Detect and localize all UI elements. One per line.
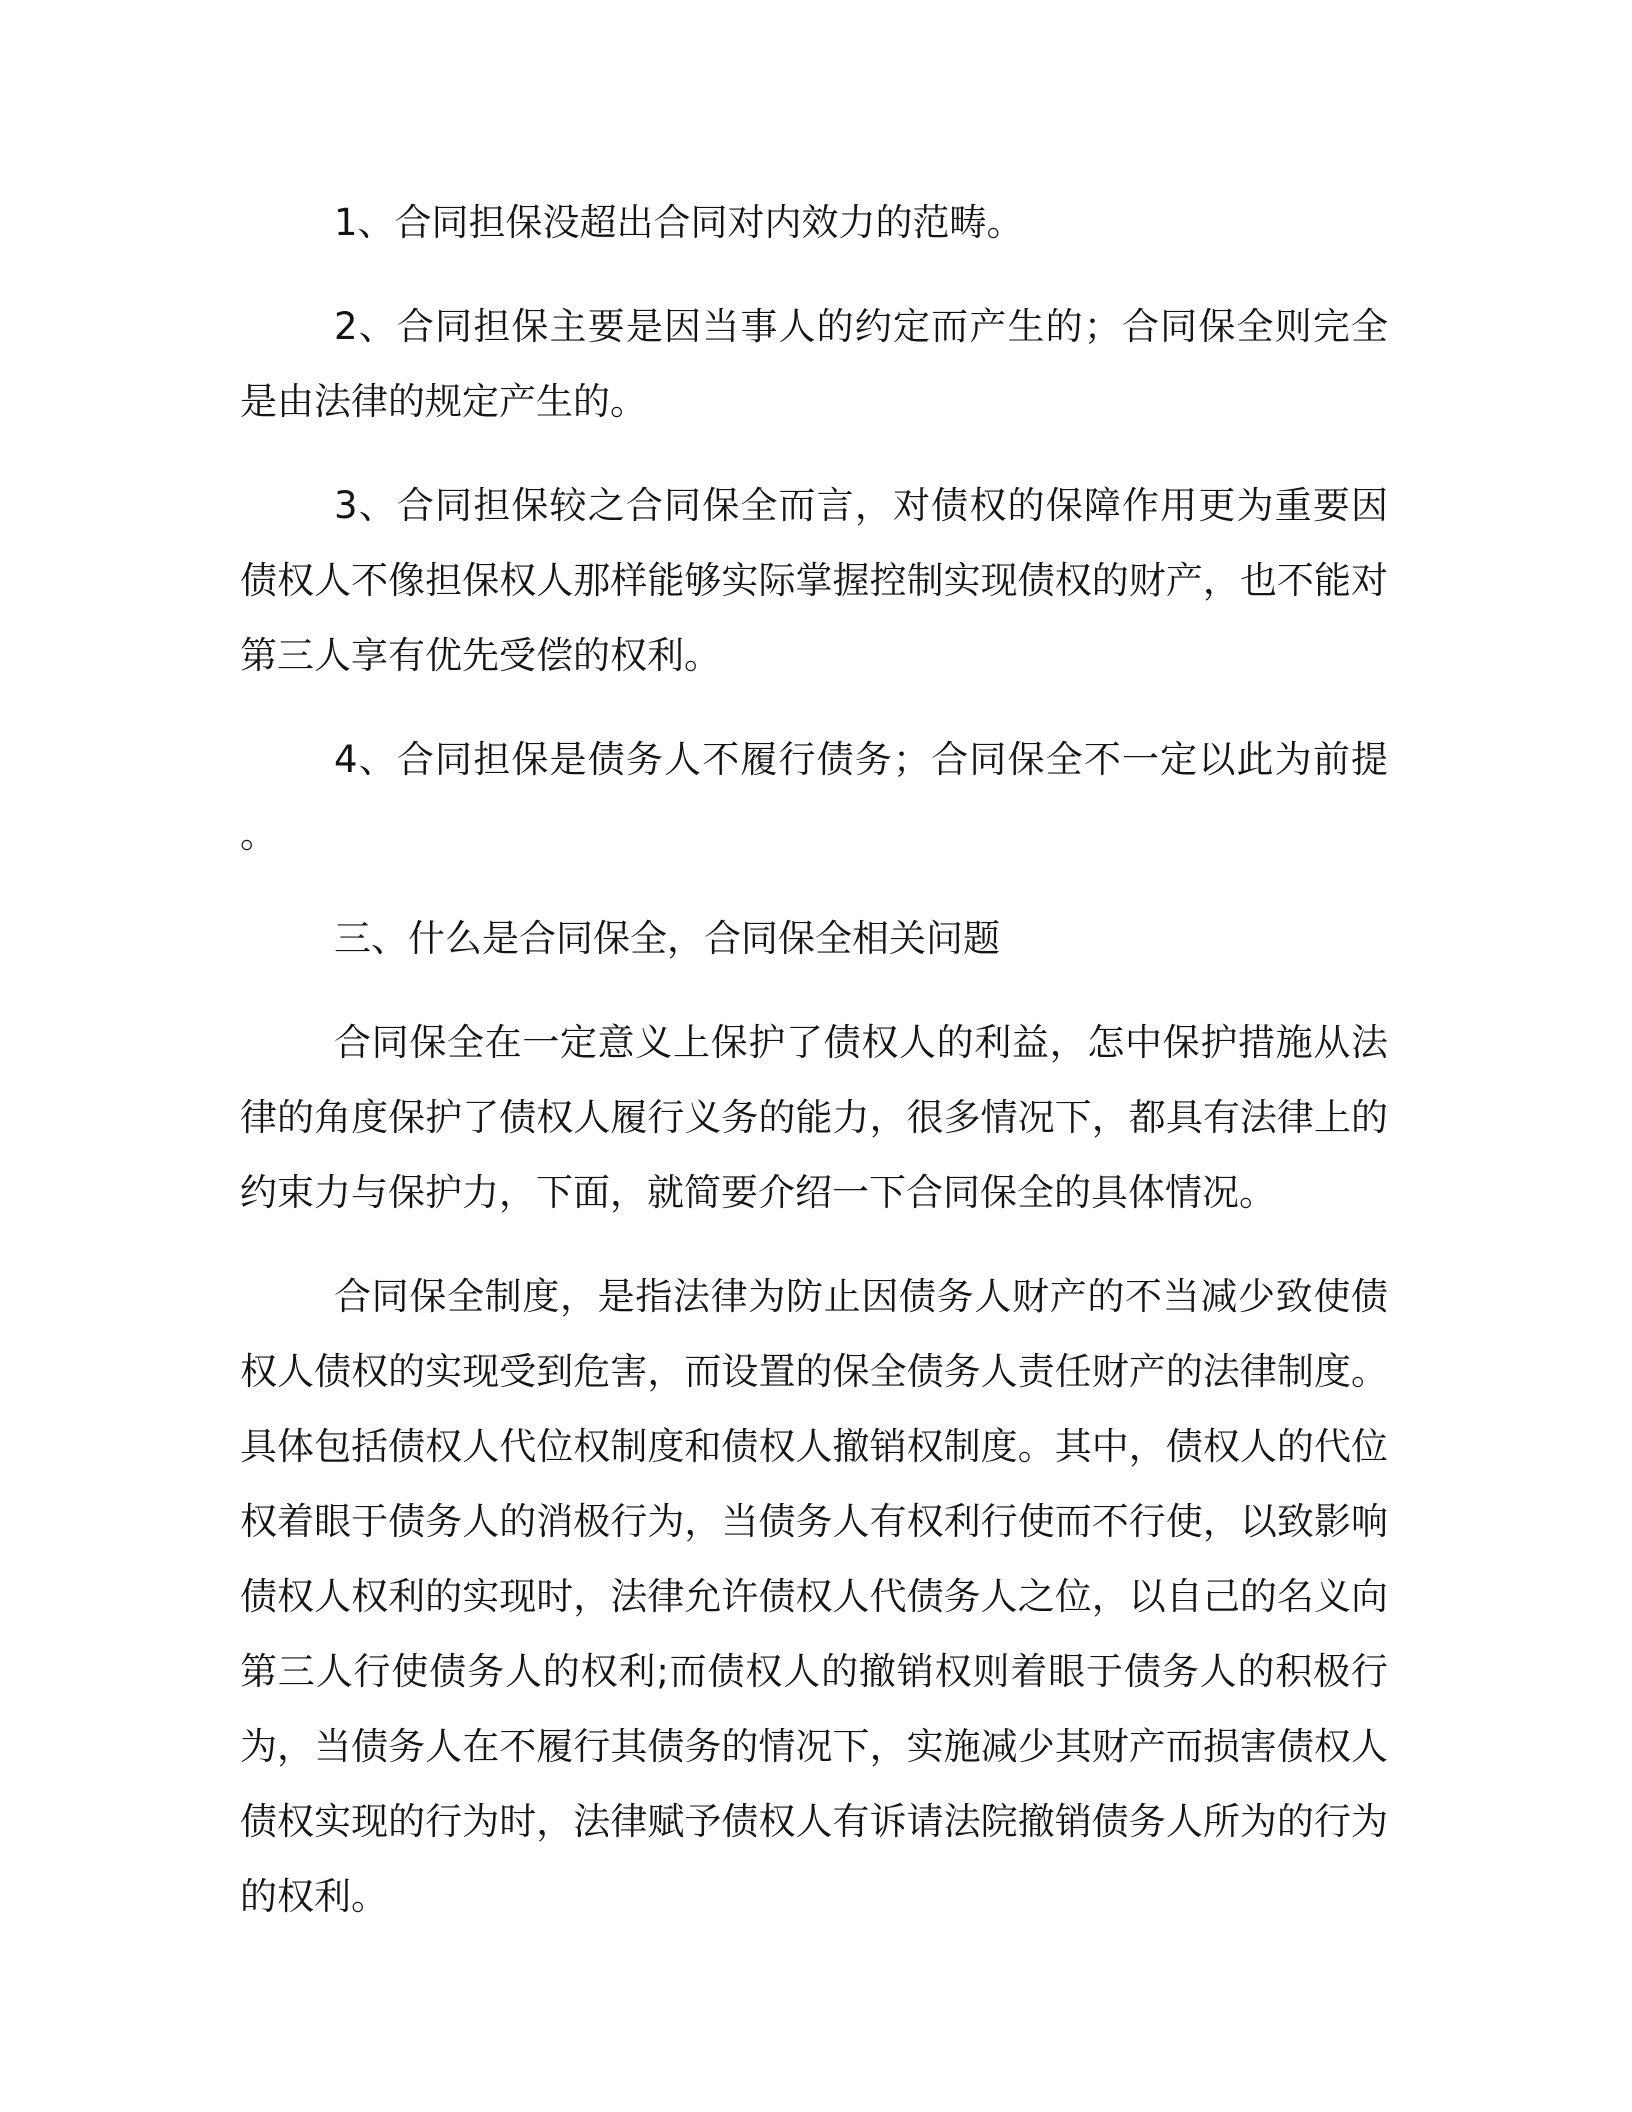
paragraph-definition: 合同保全制度，是指法律为防止因债务人财产的不当减少致使债权人债权的实现受到危害，而设置的保全债务人责任财产的法律制度。具体包括债权人代位权制度和债权人撤销权制度。其中，债权人的代位权着眼于债务人的消极行为，当债务人有权利行使而不行使，以致影响债权人权利的实现时，法律允许债权人代债务人之位，以自己的名义向第三人行使债务人的权利;而债权人的撤销权则着眼于债务人的积极行为，当债务人在不履行其债务的情况下，实施减少其财产而损害债权人债权实现的行为时，法律赋予债权人有诉请法院撤销债务人所为的行为的权利。 (240, 1275, 1388, 1918)
paragraph-point-3: 3、合同担保较之合同保全而言，对债权的保障作用更为重要因债权人不像担保权人那样能够实际掌握控制实现债权的财产，也不能对第三人享有优先受偿的权利。 (240, 484, 1388, 677)
paragraph-point-2: 2、合同担保主要是因当事人的约定而产生的；合同保全则完全是由法律的规定产生的。 (240, 305, 1388, 423)
paragraph-point-4: 4、合同担保是债务人不履行债务；合同保全不一定以此为前提。 (240, 738, 1388, 856)
paragraph-intro: 合同保全在一定意义上保护了债权人的利益，怎中保护措施从法律的角度保护了债权人履行义务的能力，很多情况下，都具有法律上的约束力与保护力，下面，就简要介绍一下合同保全的具体情况。 (240, 1021, 1388, 1214)
paragraph-point-1: 1、合同担保没超出合同对内效力的范畴。 (334, 201, 1024, 244)
section-heading: 三、什么是合同保全，合同保全相关问题 (334, 917, 1000, 960)
document-body (240, 185, 1388, 1934)
